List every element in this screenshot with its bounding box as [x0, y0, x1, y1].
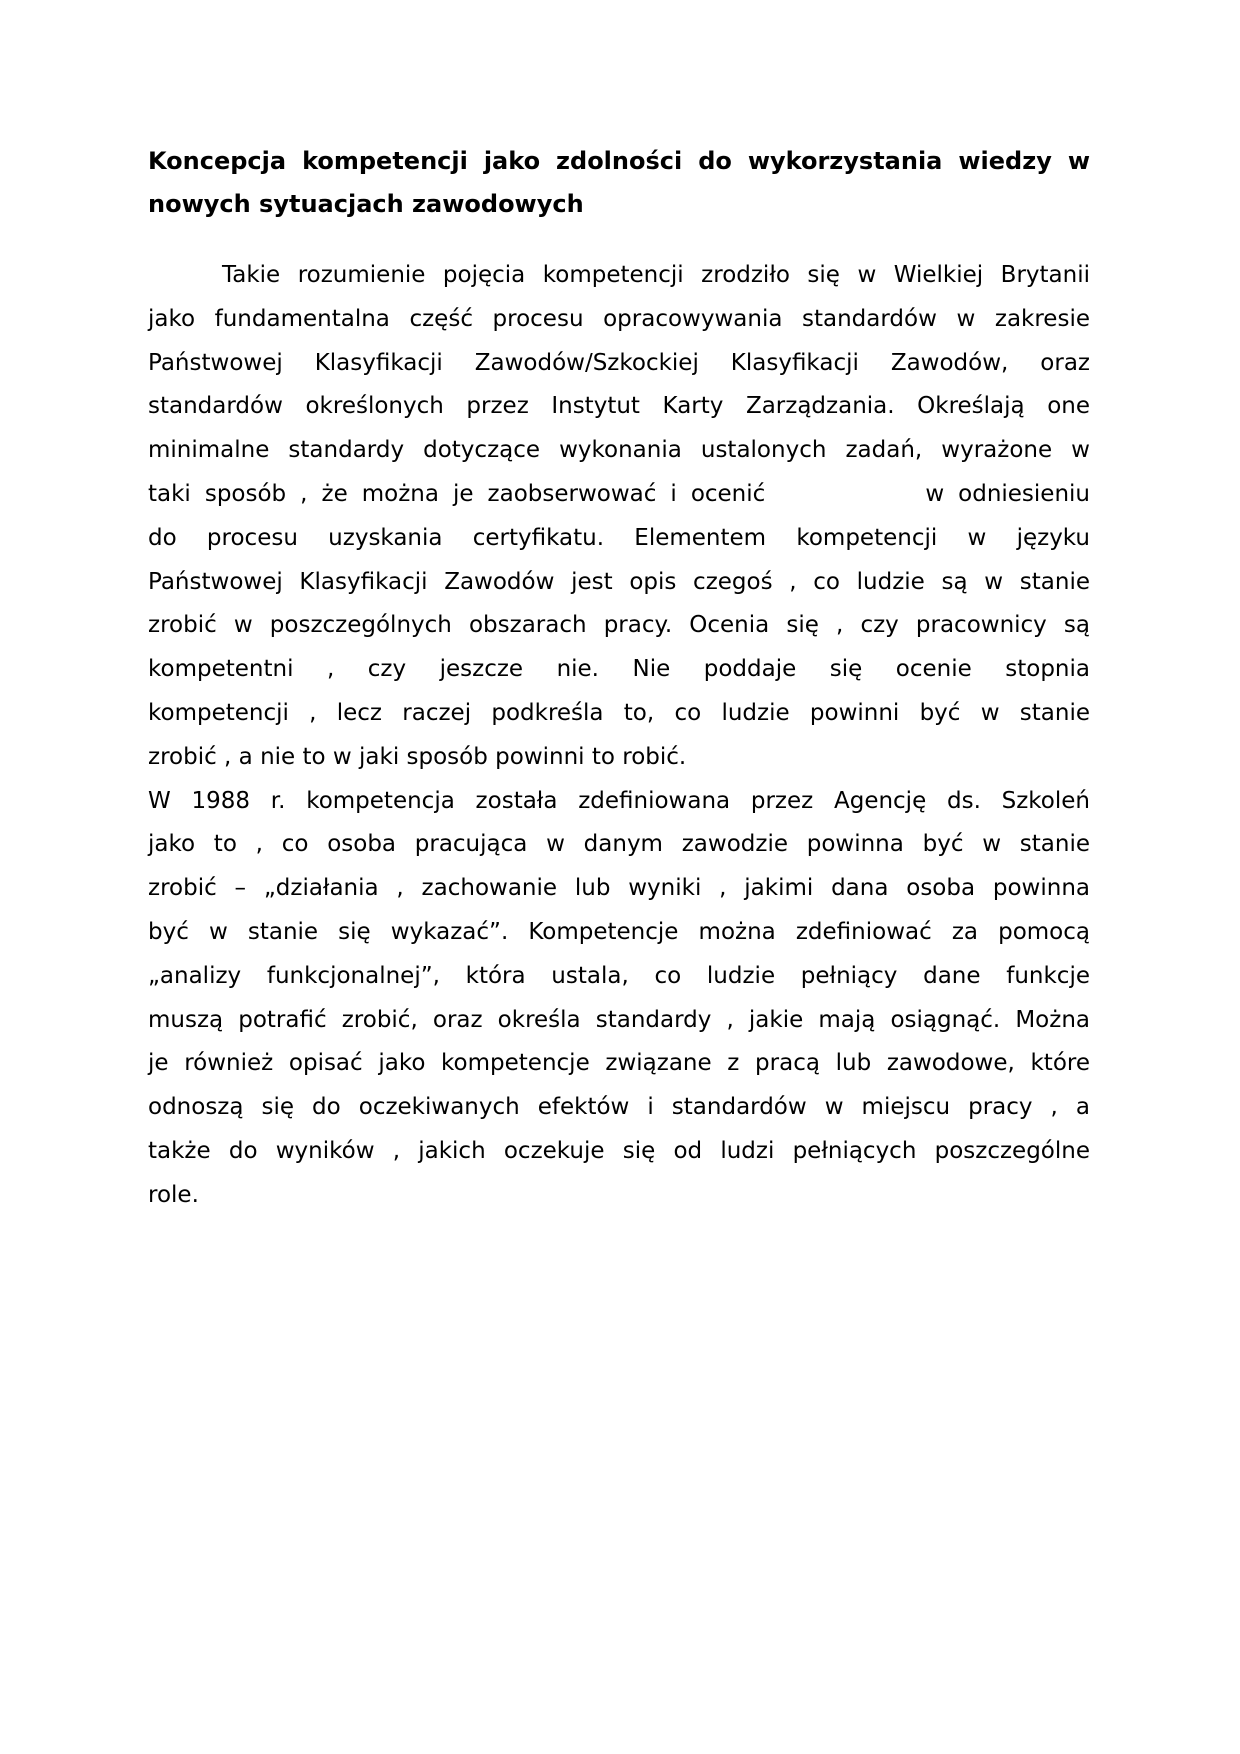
- text-line: Państwowej Klasyfikacji Zawodów jest opis czegoś , co ludzie są w stanie: [148, 568, 1090, 595]
- text-segment: taki sposób , że można je zaobserwować i ocenić: [148, 480, 766, 507]
- text-line: standardów określonych przez Instytut Karty Zarządzania. Określają one: [148, 393, 1090, 420]
- text-line: Takie rozumienie pojęcia kompetencji zrodziło się w Wielkiej Brytanii: [222, 262, 1090, 288]
- text-line: jako fundamentalna część procesu opracowywania standardów w zakresie: [148, 305, 1090, 332]
- text-line: kompetencji , lecz raczej podkreśla to, co ludzie powinni być w stanie: [148, 699, 1090, 726]
- text-line: muszą potrafić zrobić, oraz określa standardy , jakie mają osiągnąć. Można: [148, 1006, 1090, 1033]
- text-line: kompetentni , czy jeszcze nie. Nie poddaje się ocenie stopnia: [148, 656, 1090, 683]
- title-line: nowych sytuacjach zawodowych: [148, 190, 584, 218]
- text-line: także do wyników , jakich oczekuje się od ludzi pełniących poszczególne: [148, 1137, 1090, 1164]
- text-line: do procesu uzyskania certyfikatu. Elementem kompetencji w języku: [148, 524, 1090, 551]
- paragraph-1: [148, 254, 1090, 780]
- text-line: zrobić – „działania , zachowanie lub wyniki , jakimi dana osoba powinna: [148, 875, 1090, 902]
- text-line: być w stanie się wykazać”. Kompetencje można zdefiniować za pomocą: [148, 918, 1090, 945]
- text-line: zrobić w poszczególnych obszarach pracy. Ocenia się , czy pracownicy są: [148, 612, 1090, 639]
- document-body: [148, 140, 1090, 1218]
- text-line: je również opisać jako kompetencje związane z pracą lub zawodowe, które: [148, 1050, 1090, 1077]
- text-line: zrobić , a nie to w jaki sposób powinni to robić.: [148, 743, 687, 770]
- paragraph-2: [148, 780, 1090, 1218]
- text-segment: w odniesieniu: [925, 480, 1090, 507]
- document-title: [148, 140, 1090, 226]
- text-line: [148, 473, 1090, 517]
- text-line: jako to , co osoba pracująca w danym zawodzie powinna być w stanie: [148, 831, 1090, 858]
- text-line: role.: [148, 1181, 199, 1208]
- text-line: minimalne standardy dotyczące wykonania ustalonych zadań, wyrażone w: [148, 437, 1090, 464]
- title-line: Koncepcja kompetencji jako zdolności do wykorzystania wiedzy w: [148, 147, 1090, 175]
- text-line: W 1988 r. kompetencja została zdefiniowana przez Agencję ds. Szkoleń: [148, 787, 1090, 814]
- text-line: „analizy funkcjonalnej”, która ustala, co ludzie pełniący dane funkcje: [148, 962, 1090, 989]
- text-line: odnoszą się do oczekiwanych efektów i standardów w miejscu pracy , a: [148, 1094, 1090, 1121]
- text-line: Państwowej Klasyfikacji Zawodów/Szkockiej Klasyfikacji Zawodów, oraz: [148, 349, 1090, 376]
